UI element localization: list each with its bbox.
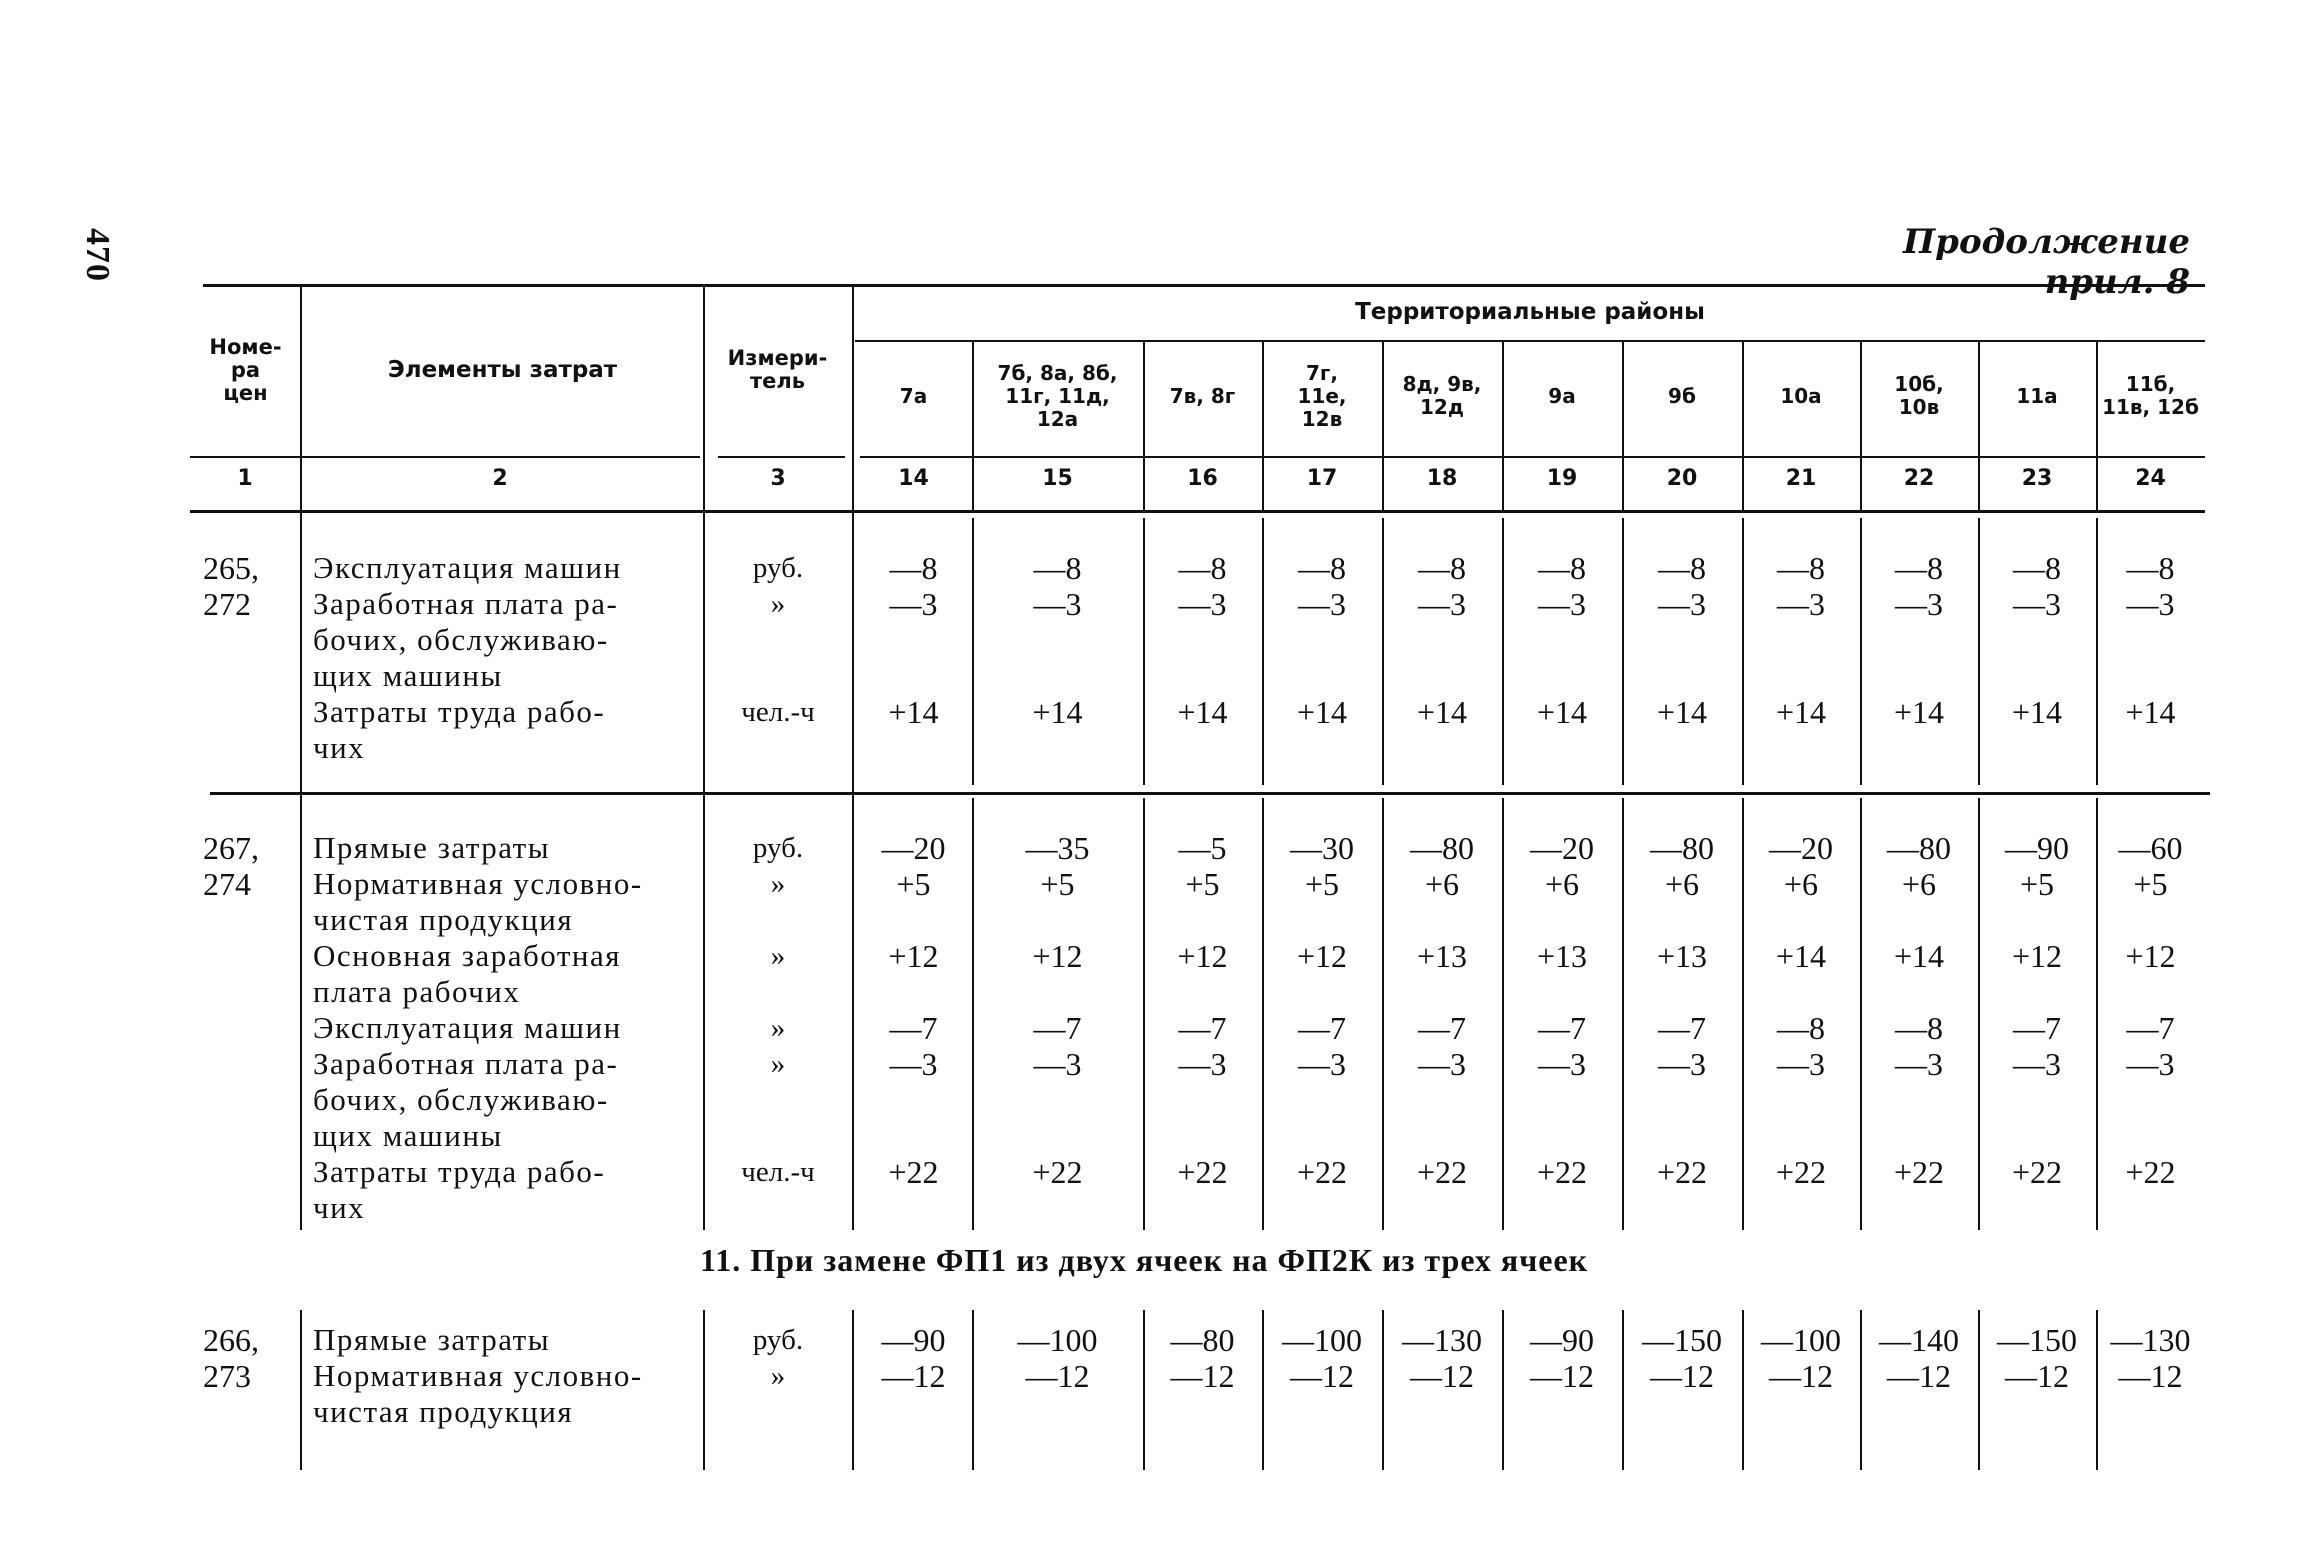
- district-value: —3: [2013, 1046, 2061, 1082]
- district-value: —8: [1418, 550, 1466, 586]
- district-value: —60: [2118, 830, 2183, 866]
- column-number: 1: [237, 466, 253, 491]
- district-value: —90: [2005, 830, 2069, 866]
- district-value: —80: [1410, 830, 1474, 866]
- divider-district-b-0: [972, 798, 974, 1230]
- district-value: —100: [1017, 1322, 1098, 1358]
- district-value: —8: [1538, 550, 1586, 586]
- district-value: —12: [1887, 1358, 1951, 1394]
- district-value: +22: [1536, 1154, 1588, 1190]
- district-value: —3: [2126, 586, 2175, 622]
- header-district: 9а: [1548, 383, 1576, 408]
- district-value: —3: [1895, 1046, 1943, 1082]
- header-district: 11б, 11в, 12б: [2102, 372, 2199, 419]
- district-value: +14: [1775, 938, 1827, 974]
- district-value: —130: [2110, 1322, 2191, 1358]
- header-bottom-rule-d: [860, 456, 2205, 458]
- district-value: —7: [1178, 1010, 1227, 1046]
- unit-cell: »: [770, 1048, 786, 1080]
- cost-element-label: Заработная плата ра- бочих, обслуживаю- щих машины: [313, 1046, 619, 1153]
- district-value: —8: [1777, 1010, 1825, 1046]
- divider-main-0: [300, 286, 302, 1230]
- district-value: —3: [1178, 586, 1227, 622]
- district-value: —80: [1650, 830, 1714, 866]
- cost-element-label: Нормативная условно- чистая продукция: [313, 866, 643, 937]
- unit-cell: руб.: [752, 1324, 804, 1356]
- district-value: —3: [1777, 1046, 1825, 1082]
- district-value: —8: [889, 550, 938, 586]
- district-value: —5: [1178, 830, 1227, 866]
- district-value: +22: [1893, 1154, 1945, 1190]
- unit-cell: руб.: [752, 832, 804, 864]
- district-value: —3: [1895, 586, 1943, 622]
- district-value: +22: [1177, 1154, 1228, 1190]
- district-value: —20: [881, 830, 946, 866]
- district-value: —3: [1777, 586, 1825, 622]
- column-number: 20: [1666, 466, 1698, 491]
- district-value: +12: [1296, 938, 1348, 974]
- cost-element-label: Основная заработная плата рабочих: [313, 938, 622, 1009]
- district-value: —8: [1298, 550, 1346, 586]
- district-value: +12: [1177, 938, 1228, 974]
- column-number: 3: [770, 466, 786, 491]
- district-value: +14: [1893, 694, 1945, 730]
- unit-cell: »: [770, 868, 786, 900]
- district-value: —100: [1282, 1322, 1362, 1358]
- district-value: +14: [1416, 694, 1468, 730]
- district-value: —8: [1033, 550, 1082, 586]
- divider-last-0: [300, 1310, 302, 1470]
- district-value: —3: [1033, 1046, 1082, 1082]
- header-bottom-rule-b: [300, 456, 700, 458]
- district-value: —90: [1530, 1322, 1594, 1358]
- district-value: —3: [889, 1046, 938, 1082]
- district-value: —12: [1170, 1358, 1235, 1394]
- district-value: —7: [1298, 1010, 1346, 1046]
- district-value: —3: [2126, 1046, 2175, 1082]
- district-value: —3: [1418, 1046, 1466, 1082]
- district-value: —30: [1290, 830, 1354, 866]
- district-value: —3: [889, 586, 938, 622]
- district-value: —3: [1298, 586, 1346, 622]
- district-value: +6: [1783, 866, 1819, 902]
- district-value: —8: [1895, 550, 1943, 586]
- territorial-rule: [855, 340, 2205, 342]
- header-district: 11а: [2016, 383, 2058, 408]
- district-value: —3: [1033, 586, 1082, 622]
- district-value: +14: [1775, 694, 1827, 730]
- district-value: —12: [1650, 1358, 1714, 1394]
- district-value: +6: [1664, 866, 1700, 902]
- district-value: +14: [888, 694, 939, 730]
- district-value: +22: [2011, 1154, 2063, 1190]
- column-number: 17: [1306, 466, 1338, 491]
- divider-main-1: [703, 286, 705, 1230]
- district-value: +13: [1656, 938, 1708, 974]
- district-value: —3: [1298, 1046, 1346, 1082]
- district-value: —12: [1769, 1358, 1833, 1394]
- district-value: +22: [2125, 1154, 2176, 1190]
- header-territorial: Территориальные районы: [1355, 298, 1705, 325]
- header-district: 7г, 11е, 12в: [1297, 360, 1347, 431]
- district-value: —8: [1658, 550, 1706, 586]
- district-value: —3: [1658, 586, 1706, 622]
- column-number: 2: [492, 466, 508, 491]
- column-number: 22: [1903, 466, 1935, 491]
- district-value: —12: [1530, 1358, 1594, 1394]
- divider-district-c-0: [972, 1310, 974, 1470]
- cost-element-label: Затраты труда рабо- чих: [313, 694, 606, 765]
- district-value: —150: [1642, 1322, 1722, 1358]
- block-rule-1: [210, 792, 2210, 795]
- district-value: +14: [1536, 694, 1588, 730]
- district-value: +12: [888, 938, 939, 974]
- district-value: +14: [2011, 694, 2063, 730]
- district-value: +22: [1416, 1154, 1468, 1190]
- cost-element-label: Затраты труда рабо- чих: [313, 1154, 606, 1225]
- header-bottom-rule-a: [190, 456, 300, 458]
- district-value: +14: [1032, 694, 1083, 730]
- divider-last-2: [852, 1310, 854, 1470]
- top-rule: [203, 284, 2205, 287]
- district-value: —35: [1025, 830, 1090, 866]
- district-value: —3: [1658, 1046, 1706, 1082]
- district-value: +14: [1177, 694, 1228, 730]
- price-number: 267, 274: [203, 830, 259, 902]
- district-value: +22: [1296, 1154, 1348, 1190]
- appendix-caption: Продолжение прил. 8: [1903, 222, 2190, 302]
- header-district: 8д, 9в, 12д: [1402, 372, 1482, 419]
- district-value: —8: [1178, 550, 1227, 586]
- price-number: 265, 272: [203, 550, 259, 622]
- column-number: 21: [1785, 466, 1817, 491]
- district-value: —12: [1410, 1358, 1474, 1394]
- column-number: 16: [1187, 466, 1218, 491]
- district-value: —3: [1178, 1046, 1227, 1082]
- district-value: +22: [1775, 1154, 1827, 1190]
- district-value: —7: [2013, 1010, 2061, 1046]
- district-value: —20: [1530, 830, 1594, 866]
- district-value: +13: [1416, 938, 1468, 974]
- header-district: 7б, 8а, 8б, 11г, 11д, 12а: [997, 360, 1118, 431]
- district-value: —12: [881, 1358, 946, 1394]
- header-cost-elements: Элементы затрат: [387, 356, 618, 383]
- district-value: +6: [1544, 866, 1580, 902]
- divider-district-a-0: [972, 518, 974, 785]
- district-value: —12: [2118, 1358, 2183, 1394]
- district-value: +14: [1296, 694, 1348, 730]
- column-number: 15: [1042, 466, 1073, 491]
- district-value: —12: [1290, 1358, 1354, 1394]
- cost-element-label: Эксплуатация машин: [313, 1010, 622, 1045]
- cost-element-label: Прямые затраты: [313, 830, 551, 865]
- district-value: —20: [1769, 830, 1833, 866]
- column-number: 19: [1546, 466, 1578, 491]
- unit-cell: »: [770, 1360, 786, 1392]
- district-value: —12: [1025, 1358, 1090, 1394]
- cost-element-label: Заработная плата ра- бочих, обслуживаю- щих машины: [313, 586, 619, 693]
- district-value: +22: [1032, 1154, 1083, 1190]
- district-value: +5: [1304, 866, 1340, 902]
- unit-cell: чел.-ч: [741, 696, 815, 728]
- unit-cell: »: [770, 588, 786, 620]
- cost-element-label: Нормативная условно- чистая продукция: [313, 1358, 643, 1429]
- divider-main-2: [852, 286, 854, 1230]
- district-value: +14: [1893, 938, 1945, 974]
- district-value: —8: [2126, 550, 2175, 586]
- district-value: —3: [1538, 586, 1586, 622]
- district-value: —7: [1418, 1010, 1466, 1046]
- column-number: 24: [2135, 466, 2166, 491]
- header-district: 7а: [899, 383, 928, 408]
- price-number: 266, 273: [203, 1322, 259, 1394]
- district-value: +22: [888, 1154, 939, 1190]
- colnum-rule: [190, 510, 2205, 513]
- district-value: —7: [889, 1010, 938, 1046]
- header-district: 10а: [1780, 383, 1822, 408]
- district-value: +22: [1656, 1154, 1708, 1190]
- unit-cell: руб.: [752, 552, 804, 584]
- column-number: 18: [1426, 466, 1458, 491]
- district-value: —80: [1887, 830, 1951, 866]
- header-district: 7в, 8г: [1169, 383, 1236, 408]
- district-value: —100: [1761, 1322, 1841, 1358]
- district-value: —12: [2005, 1358, 2069, 1394]
- district-value: —3: [1418, 586, 1466, 622]
- district-value: +12: [1032, 938, 1083, 974]
- district-value: —80: [1170, 1322, 1235, 1358]
- district-value: +5: [2019, 866, 2055, 902]
- district-value: —8: [1895, 1010, 1943, 1046]
- divider-last-1: [703, 1310, 705, 1470]
- district-value: —3: [2013, 586, 2061, 622]
- header-price-number: Номе- ра цен: [209, 334, 282, 405]
- district-value: +13: [1536, 938, 1588, 974]
- cost-element-label: Прямые затраты: [313, 1322, 551, 1357]
- district-value: +12: [2011, 938, 2063, 974]
- district-value: —3: [1538, 1046, 1586, 1082]
- header-district: 9б: [1668, 383, 1696, 408]
- section-title: 11. При замене ФП1 из двух ячеек на ФП2К из трех ячеек: [700, 1242, 1589, 1278]
- column-number: 14: [898, 466, 929, 491]
- district-value: +6: [1424, 866, 1460, 902]
- district-value: —140: [1879, 1322, 1959, 1358]
- header-bottom-rule-c: [718, 456, 845, 458]
- district-value: +5: [1040, 866, 1075, 902]
- unit-cell: чел.-ч: [741, 1156, 815, 1188]
- header-district: 10б, 10в: [1894, 372, 1944, 419]
- district-value: —8: [1777, 550, 1825, 586]
- district-value: +5: [2133, 866, 2168, 902]
- cost-element-label: Эксплуатация машин: [313, 550, 622, 585]
- district-value: +12: [2125, 938, 2176, 974]
- unit-cell: »: [770, 1012, 786, 1044]
- district-value: +6: [1901, 866, 1937, 902]
- district-value: +5: [896, 866, 931, 902]
- column-number: 23: [2021, 466, 2053, 491]
- district-value: —90: [881, 1322, 946, 1358]
- district-value: —7: [1538, 1010, 1586, 1046]
- district-value: —8: [2013, 550, 2061, 586]
- district-value: +14: [1656, 694, 1708, 730]
- unit-cell: »: [770, 940, 786, 972]
- district-value: —150: [1997, 1322, 2077, 1358]
- district-value: —130: [1402, 1322, 1482, 1358]
- district-value: +5: [1185, 866, 1220, 902]
- district-value: —7: [1658, 1010, 1706, 1046]
- district-value: —7: [1033, 1010, 1082, 1046]
- header-unit: Измери- тель: [727, 346, 828, 393]
- district-value: +14: [2125, 694, 2176, 730]
- district-value: —7: [2126, 1010, 2175, 1046]
- page-number: 470: [79, 228, 116, 282]
